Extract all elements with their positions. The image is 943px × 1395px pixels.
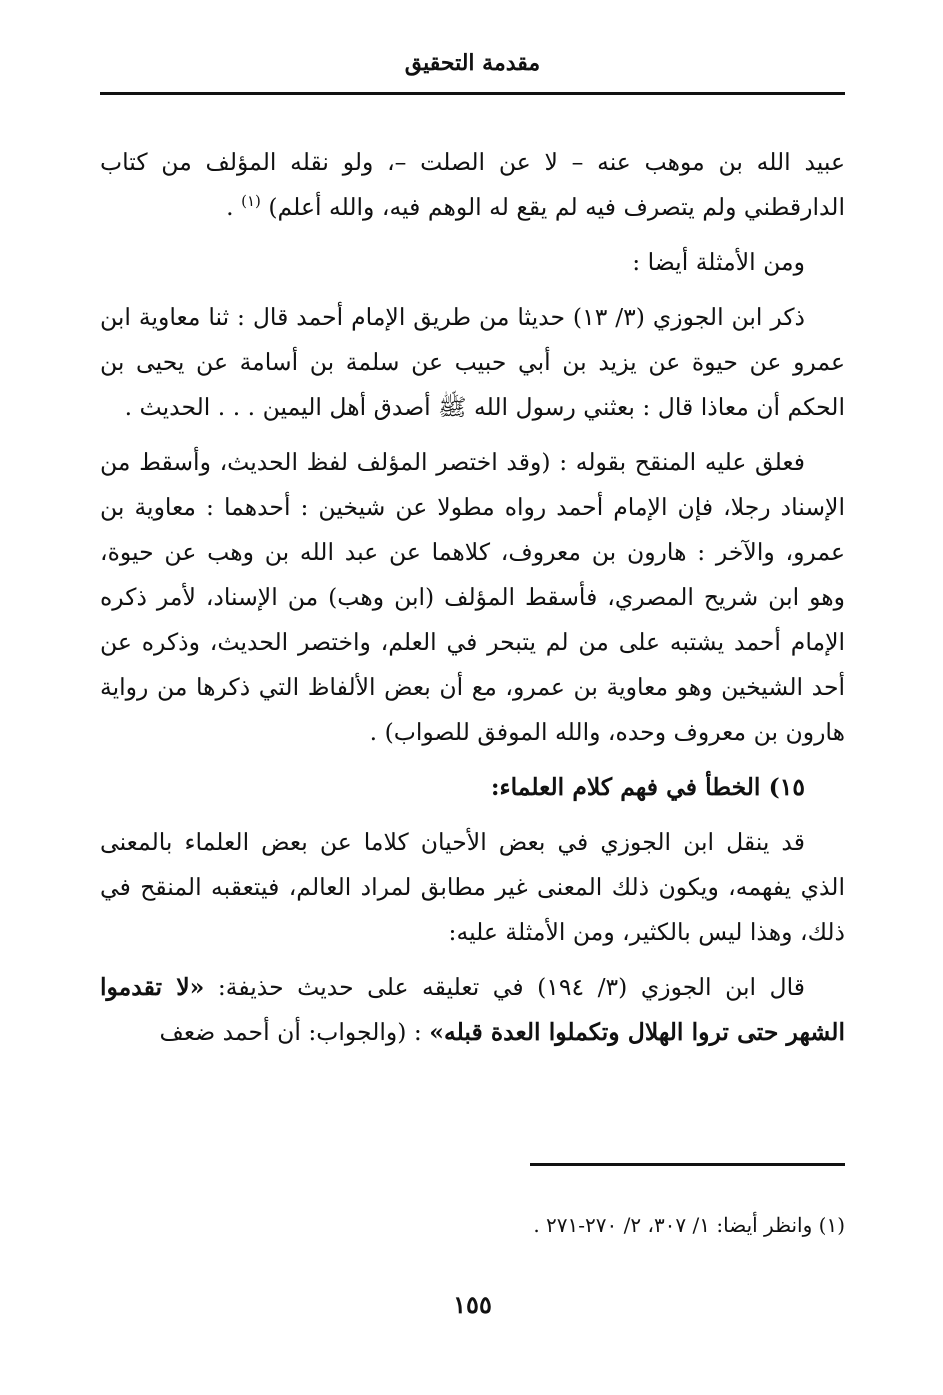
- running-title: مقدمة التحقيق: [404, 50, 541, 76]
- header-rule: [100, 92, 845, 95]
- paragraph-section-intro: قد ينقل ابن الجوزي في بعض الأحيان كلاما عن بعض العلماء بالمعنى الذي يفهمه، ويكون ذلك المعنى غير مطابق لمراد العالم، فيتعقبه المنقح في ذلك، وهذا ليس بالكثير، ومن الأمثلة عليه:: [100, 828, 845, 946]
- paragraph-examples-intro: ومن الأمثلة أيضا :: [632, 248, 805, 276]
- footnote-1: (١) وانظر أيضا: ١/ ٣٠٧، ٢/ ٢٧٠-٢٧١ .: [533, 1213, 845, 1237]
- page-number: ١٥٥: [453, 1290, 492, 1319]
- paragraph-end: : (والجواب: أن أحمد ضعف: [159, 1018, 430, 1046]
- hadith-quote: «لا تقدموا الشهر حتى تروا الهلال وتكملوا العدة قبله»: [100, 973, 845, 1046]
- paragraph-start: قال ابن الجوزي (٣/ ١٩٤) في تعليقه على حديث حذيفة:: [204, 973, 805, 1001]
- footnote-rule: [530, 1163, 845, 1166]
- section-heading-15: ١٥) الخطأ في فهم كلام العلماء:: [490, 773, 805, 801]
- paragraph-example: [100, 965, 845, 1055]
- paragraph-end: .: [226, 193, 242, 221]
- paragraph-commentary: فعلق عليه المنقح بقوله : (وقد اختصر المؤلف لفظ الحديث، وأسقط من الإسناد رجلا، فإن الإمام أحمد رواه مطولا عن شيخين : أحدهما : معاوية بن عمرو، والآخر : هارون بن معروف، كلاهما عن عبد الله بن وهب عن حيوة، وهو ابن شريح المصري، فأسقط المؤلف (ابن وهب) من الإسناد، لأمر ذكره الإمام أحمد يشتبه على من لم يتبحر في العلم، واختصر الحديث، وذكره عن أحد الشيخين وهو معاوية بن عمرو، مع أن بعض الألفاظ التي ذكرها من رواية هارون بن معروف وحده، والله الموفق للصواب) .: [100, 448, 845, 746]
- footnote-reference: (١): [241, 192, 261, 211]
- paragraph-continuation: [100, 140, 845, 230]
- paragraph-hadith-citation: ذكر ابن الجوزي (٣/ ١٣) حديثا من طريق الإمام أحمد قال : ثنا معاوية ابن عمرو عن حيوة عن يزيد بن أبي حبيب عن سلمة بن أسامة عن يحيى بن الحكم أن معاذا قال : بعثني رسول الله ﷺ أصدق أهل اليمين . . . الحديث .: [100, 303, 845, 421]
- paragraph-text: عبيد الله بن موهب عنه – لا عن الصلت –، ولو نقله المؤلف من كتاب الدارقطني ولم يتصرف فيه لم يقع له الوهم فيه، والله أعلم): [100, 148, 845, 221]
- main-text: [100, 140, 845, 1065]
